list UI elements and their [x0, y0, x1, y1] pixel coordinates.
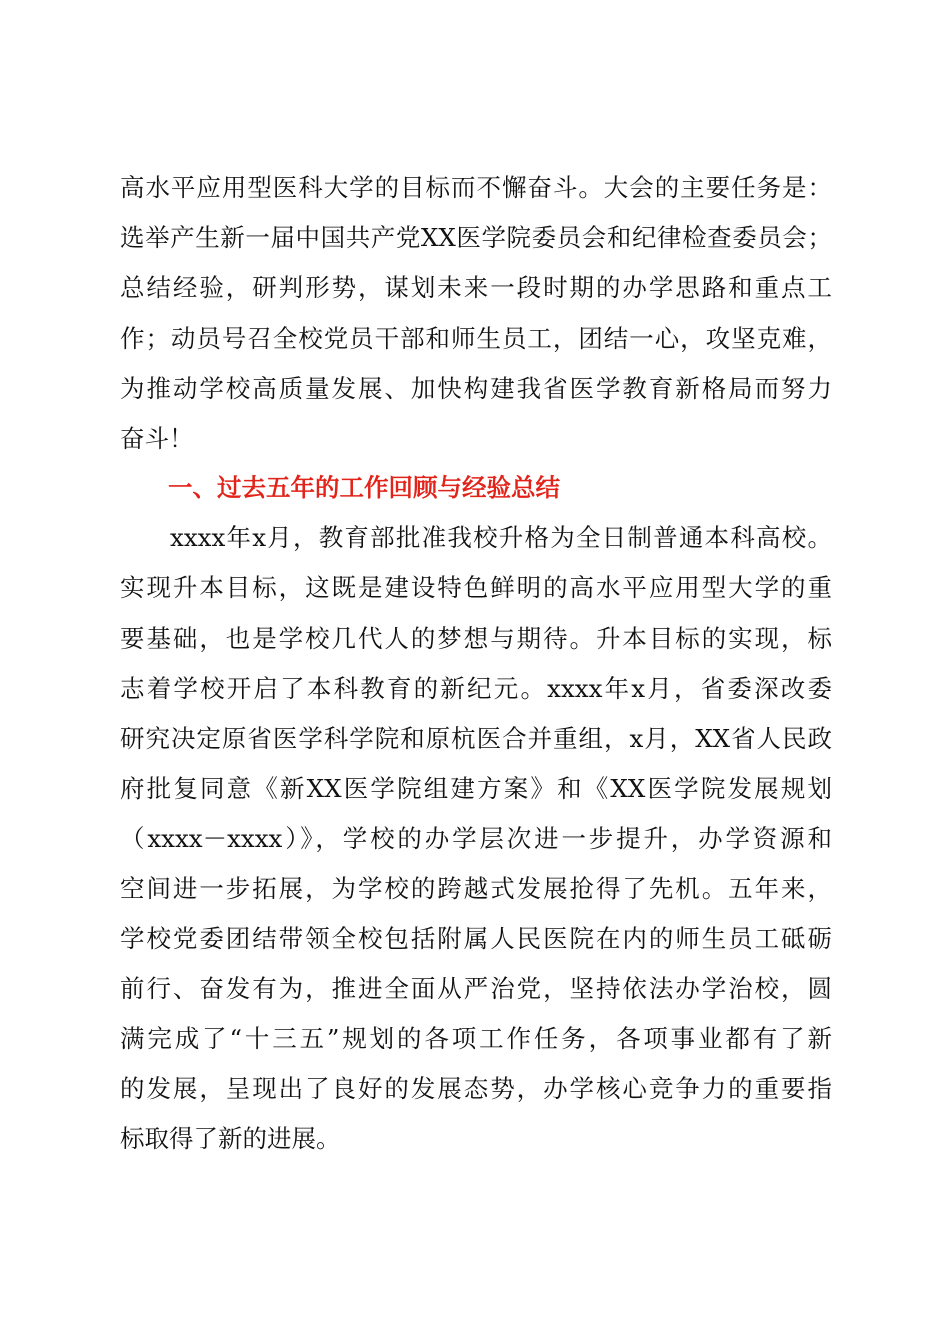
text-line: 空间进一步拓展，为学校的跨越式发展抢得了先机。五年来， — [120, 874, 832, 903]
text-line: xxxx年x月，教育部批准我校升格为全日制普通本科高校。 — [170, 523, 832, 552]
text-line: 高水平应用型医科大学的目标而不懈奋斗。大会的主要任务是： — [120, 173, 832, 202]
text-line: 府批复同意《新XX医学院组建方案》和《XX医学院发展规划 — [120, 774, 832, 803]
text-line: （xxxx－xxxx）》，学校的办学层次进一步提升，办学资源和 — [120, 824, 832, 853]
text-line: 标取得了新的进展。 — [120, 1124, 341, 1153]
text-line: 要基础，也是学校几代人的梦想与期待。升本目标的实现，标 — [120, 624, 832, 653]
text-line: 的发展，呈现出了良好的发展态势，办学核心竞争力的重要指 — [120, 1074, 832, 1103]
text-line: 学校党委团结带领全校包括附属人民医院在内的师生员工砥砺 — [120, 924, 832, 953]
text-line: 奋斗！ — [120, 424, 194, 453]
text-line: 选举产生新一届中国共产党XX医学院委员会和纪律检查委员会； — [120, 223, 832, 252]
text-line: 作；动员号召全校党员干部和师生员工，团结一心，攻坚克难， — [120, 324, 832, 353]
text-line: 志着学校开启了本科教育的新纪元。xxxx年x月，省委深改委 — [120, 674, 832, 703]
text-line: 总结经验，研判形势，谋划未来一段时期的办学思路和重点工 — [120, 273, 832, 302]
text-line: 实现升本目标，这既是建设特色鲜明的高水平应用型大学的重 — [120, 573, 832, 602]
text-line: 满完成了“十三五”规划的各项工作任务，各项事业都有了新 — [120, 1024, 832, 1053]
text-line: 研究决定原省医学科学院和原杭医合并重组，x月，XX省人民政 — [120, 724, 832, 753]
text-line: 前行、奋发有为，推进全面从严治党，坚持依法办学治校，圆 — [120, 974, 832, 1003]
text-line: 为推动学校高质量发展、加快构建我省医学教育新格局而努力 — [120, 374, 832, 403]
section-heading: 一、过去五年的工作回顾与经验总结 — [168, 473, 560, 502]
